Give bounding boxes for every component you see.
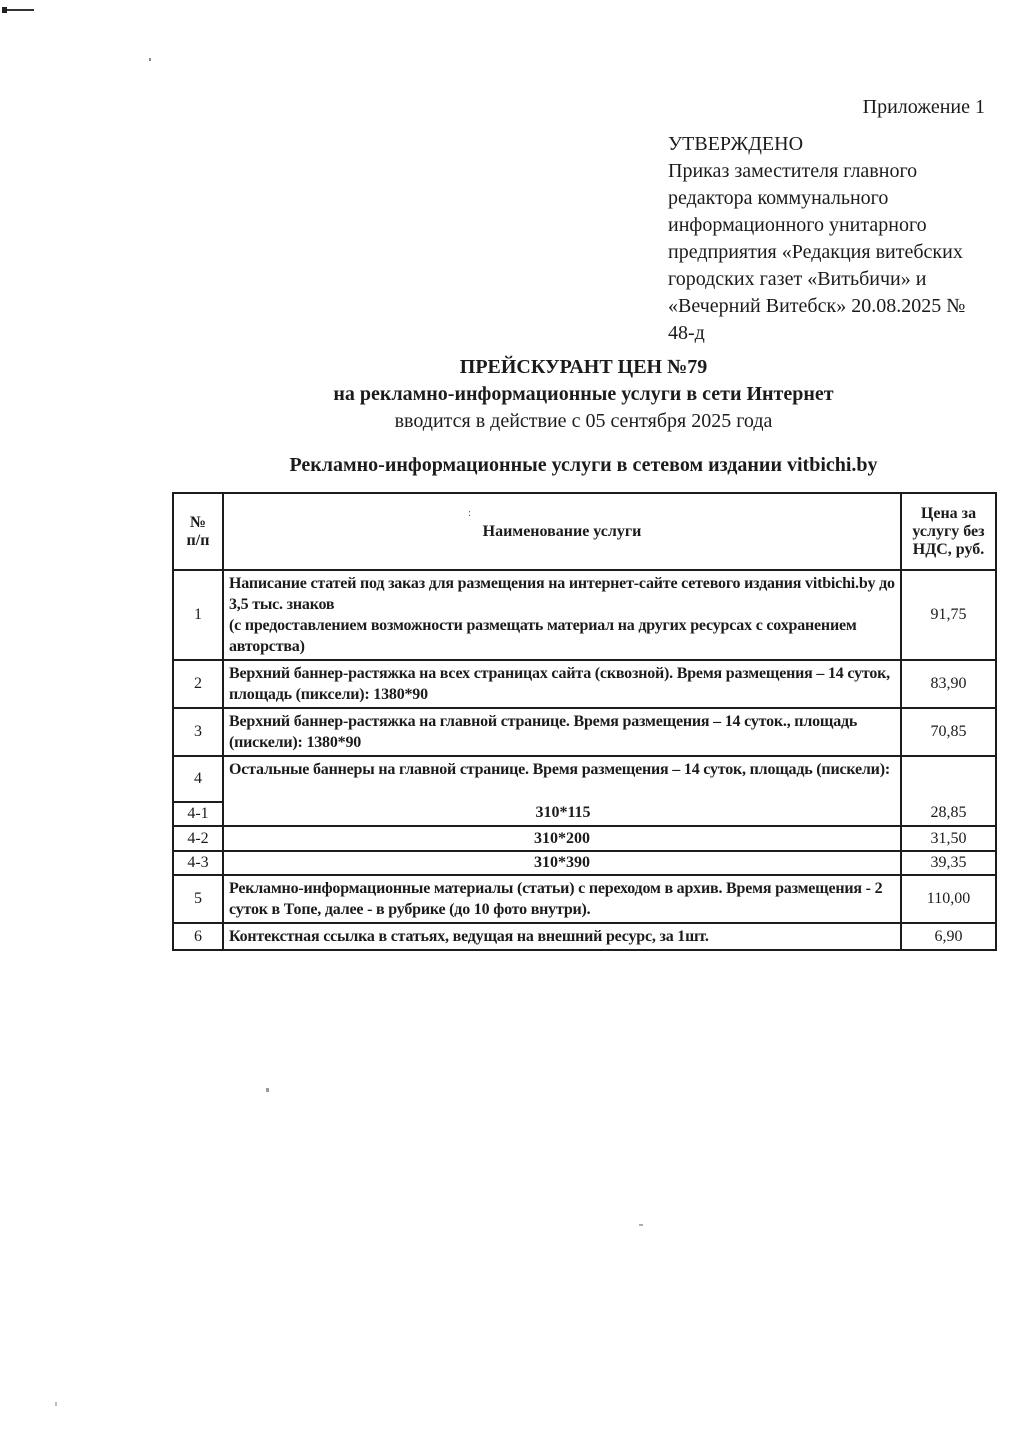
banner-size: 310*200 xyxy=(223,826,901,851)
banner-size: 310*390 xyxy=(223,851,901,875)
service-description: Остальные баннеры на главной странице. Время размещения – 14 суток, площадь (пискели): 310*115 xyxy=(223,756,901,826)
service-price: 31,50 xyxy=(901,826,996,851)
service-price: 83,90 xyxy=(901,660,996,708)
document-title: ПРЕЙСКУРАНТ ЦЕН №79 xyxy=(459,356,708,378)
row-number: 1 xyxy=(173,570,223,660)
table-section-title: Рекламно-информационные услуги в сетевом издании vitbichi.by xyxy=(289,454,878,476)
row-number: 4-2 xyxy=(173,826,223,851)
approval-line: «Вечерний Витебск» 20.08.2025 № xyxy=(668,295,966,317)
approval-line: информационного унитарного xyxy=(668,214,927,236)
scan-artifact-dot xyxy=(55,1402,57,1406)
service-price: 110,00 xyxy=(901,875,996,923)
table-row xyxy=(173,851,996,875)
row-number: 4 xyxy=(173,756,223,802)
approval-block xyxy=(668,131,998,347)
service-price: 6,90 xyxy=(901,923,996,950)
table-header-row xyxy=(173,493,996,570)
row-number: 3 xyxy=(173,708,223,756)
table-row xyxy=(173,826,996,851)
scan-artifact-pen-blob xyxy=(2,7,7,13)
row-number: 6 xyxy=(173,923,223,950)
scan-artifact-dot xyxy=(149,58,151,61)
service-price: 70,85 xyxy=(901,708,996,756)
table-row xyxy=(173,570,996,660)
price-table xyxy=(172,492,997,951)
column-header-number: № п/п xyxy=(173,493,223,570)
service-description: Написание статей под заказ для размещения на интернет-сайте сетевого издания vitbichi.by до 3,5 тыс. знаков (с предоставлением возможности размещать материал на других ресурсах с сохранением авторства) xyxy=(223,570,901,660)
table-row xyxy=(173,923,996,950)
scan-artifact-dot xyxy=(266,1088,269,1092)
table-row xyxy=(173,756,996,802)
row-number: 5 xyxy=(173,875,223,923)
scan-artifact-dot xyxy=(639,1224,643,1226)
banner-size: 310*115 xyxy=(535,804,591,821)
approval-line: предприятия «Редакция витебских xyxy=(668,241,963,263)
approval-line: Приказ заместителя главного xyxy=(668,160,918,182)
approval-line: УТВЕРЖДЕНО xyxy=(668,133,804,155)
table-row xyxy=(173,875,996,923)
service-price: 91,75 xyxy=(901,570,996,660)
row-number: 2 xyxy=(173,660,223,708)
service-price: 28,85 xyxy=(901,756,996,826)
appendix-label: Приложение 1 xyxy=(862,96,985,118)
document-title-block xyxy=(172,356,995,433)
service-description: Рекламно-информационные материалы (статьи) с переходом в архив. Время размещения - 2 суток в Топе, далее - в рубрике (до 10 фото внутри). xyxy=(223,875,901,923)
service-description: Верхний баннер-растяжка на всех страницах сайта (сквозной). Время размещения – 14 суток, площадь (пиксели): 1380*90 xyxy=(223,660,901,708)
column-header-service: Наименование услуги xyxy=(223,493,901,570)
row-number: 4-3 xyxy=(173,851,223,875)
document-subtitle: на рекламно-информационные услуги в сети Интернет xyxy=(333,383,834,405)
approval-line: 48-д xyxy=(668,322,705,344)
effective-date-line: вводится в действие с 05 сентября 2025 года xyxy=(394,410,773,432)
table-row xyxy=(173,660,996,708)
column-header-price: Цена за услугу без НДС, руб. xyxy=(901,493,996,570)
approval-line: городских газет «Витьбичи» и xyxy=(668,268,927,290)
approval-line: редактора коммунального xyxy=(668,187,889,209)
scan-artifact-pen-mark xyxy=(4,9,34,11)
service-price: 39,35 xyxy=(901,851,996,875)
scan-artifact-colon: : xyxy=(468,507,472,519)
table-row xyxy=(173,708,996,756)
row-number: 4-1 xyxy=(173,802,223,826)
service-description: Контекстная ссылка в статьях, ведущая на внешний ресурс, за 1шт. xyxy=(223,923,901,950)
service-description: Верхний баннер-растяжка на главной странице. Время размещения – 14 суток., площадь (пискели): 1380*90 xyxy=(223,708,901,756)
